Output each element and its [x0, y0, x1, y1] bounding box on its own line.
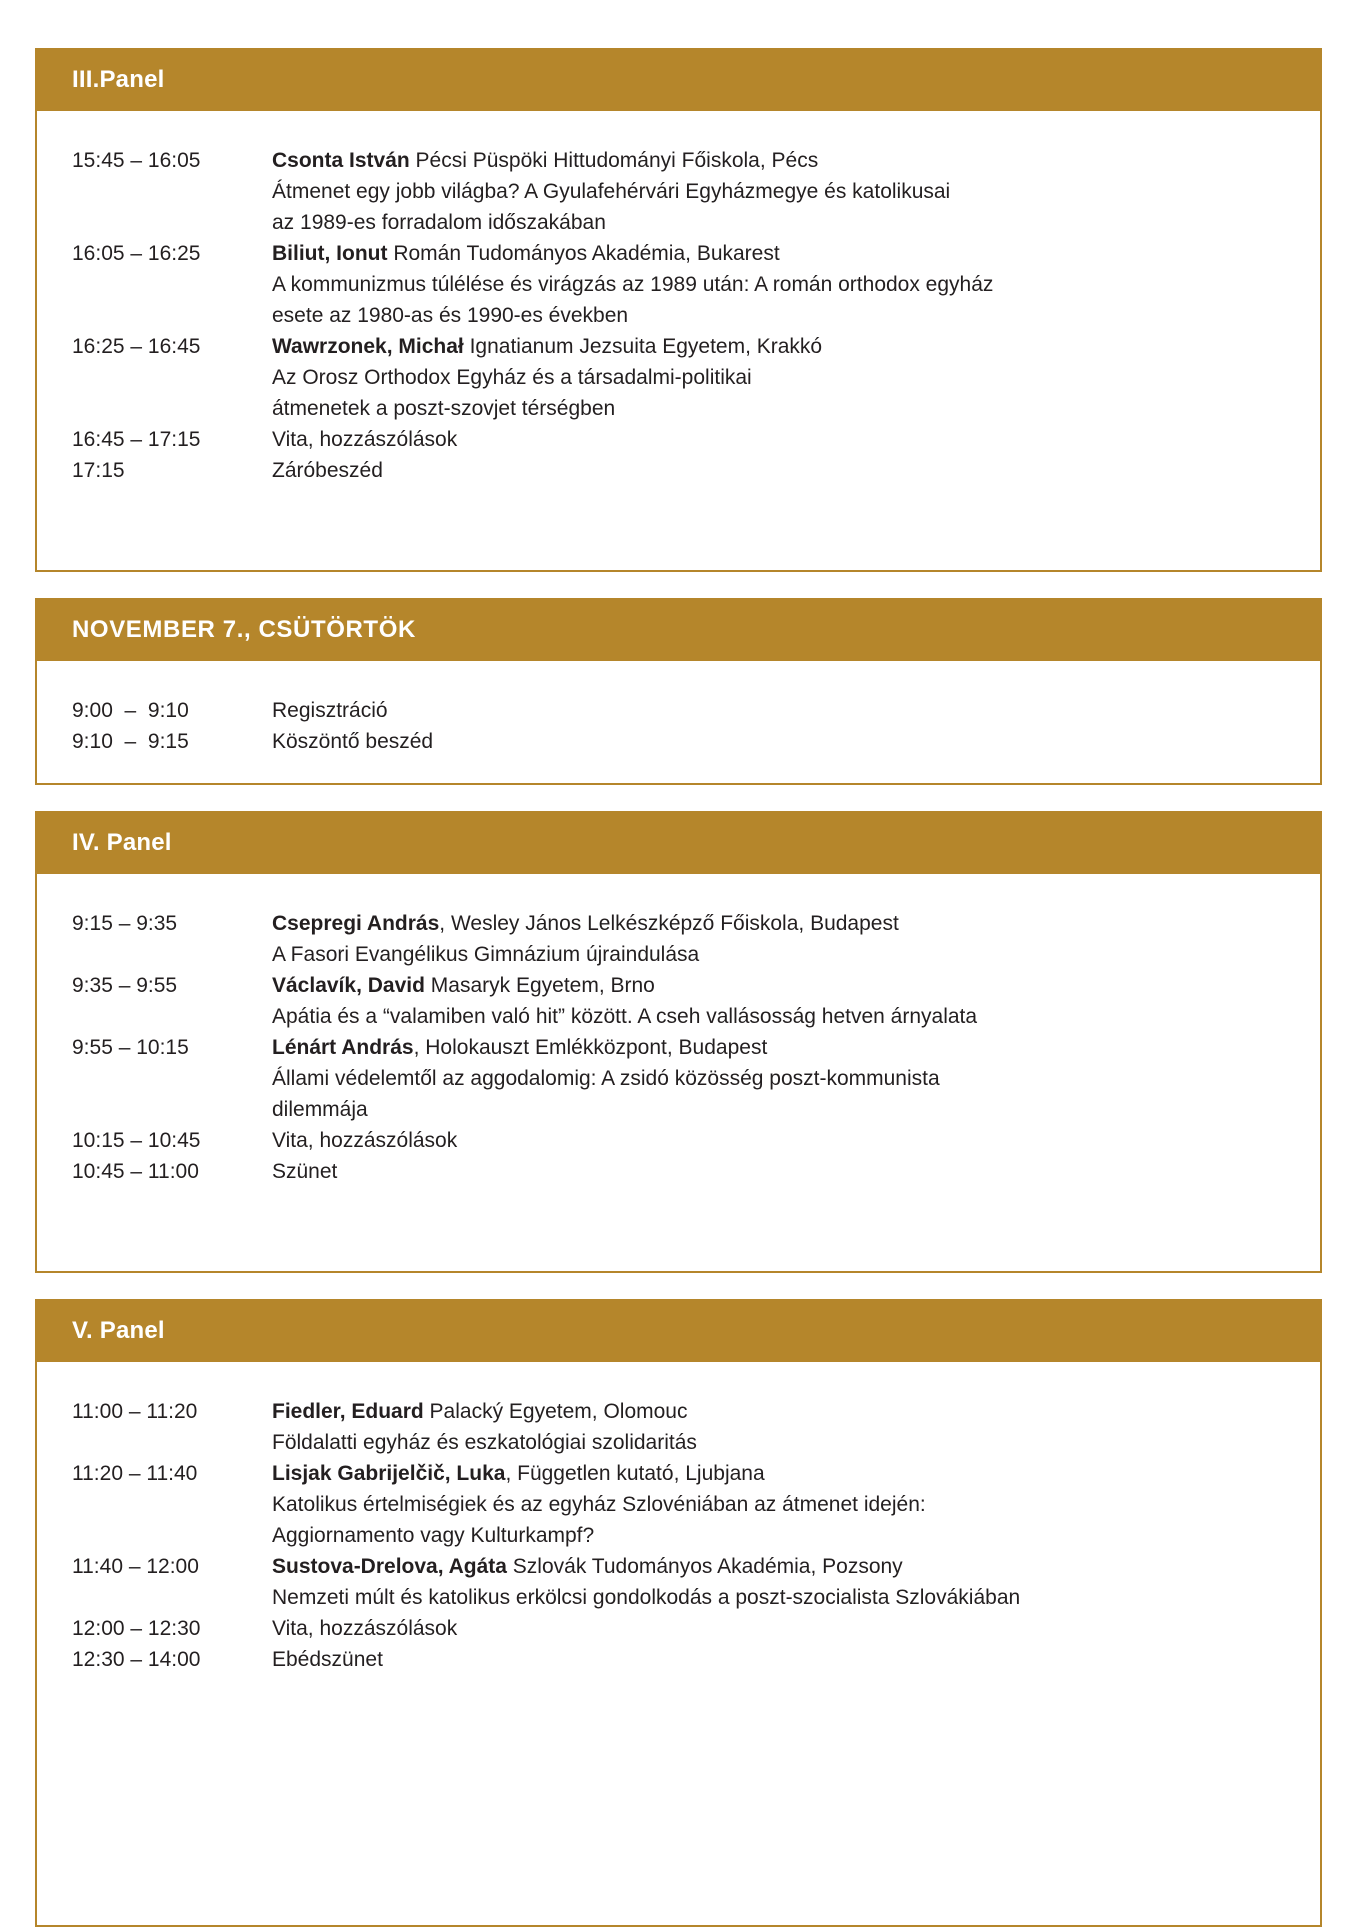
speaker-name: Csonta István: [272, 149, 410, 172]
row-entry: Vita, hozzászólások: [272, 1129, 458, 1152]
schedule-row: [72, 424, 1292, 455]
talk-title-line: Nemzeti múlt és katolikus erkölcsi gondolkodás a poszt-szocialista Szlovákiában: [272, 1586, 1021, 1609]
section-panel-4: [35, 811, 1322, 1273]
section-header-panel-5: [37, 1299, 1320, 1362]
row-time: 16:25 – 16:45: [72, 335, 201, 358]
talk-title-line: az 1989-es forradalom időszakában: [272, 211, 606, 234]
row-entry: [272, 1551, 1292, 1582]
speaker-name: Wawrzonek, Michał: [272, 335, 464, 358]
section-divider: [35, 1273, 1322, 1299]
row-time: 10:15 – 10:45: [72, 1129, 201, 1152]
speaker-name: Václavík, David: [272, 974, 425, 997]
row-entry: Szünet: [272, 1160, 338, 1183]
speaker-affiliation: , Független kutató, Ljubjana: [505, 1462, 765, 1485]
talk-title-line: A kommunizmus túlélése és virágzás az 1989 után: A román orthodox egyház: [272, 273, 994, 296]
speaker-affiliation: Ignatianum Jezsuita Egyetem, Krakkó: [463, 335, 823, 358]
schedule-row: [72, 1551, 1292, 1582]
schedule-row: [72, 1156, 1292, 1187]
section-divider: [35, 785, 1322, 811]
talk-title-line: esete az 1980-as és 1990-es években: [272, 304, 629, 327]
section-title: V. Panel: [72, 1316, 165, 1344]
talk-title-line: Az Orosz Orthodox Egyház és a társadalmi-politikai: [272, 366, 752, 389]
row-entry: Vita, hozzászólások: [272, 1617, 458, 1640]
talk-title-line: Állami védelemtől az aggodalomig: A zsidó közösség poszt-kommunista: [272, 1067, 940, 1090]
row-entry: Ebédszünet: [272, 1648, 383, 1671]
section-body-panel-3: [37, 111, 1320, 570]
schedule-row: [72, 145, 1292, 176]
talk-title-line: dilemmája: [272, 1098, 368, 1121]
row-entry: [272, 908, 1292, 939]
row-time: 11:20 – 11:40: [72, 1462, 198, 1485]
section-title: III.Panel: [72, 65, 165, 93]
section-panel-5: [35, 1299, 1322, 1927]
row-entry: [272, 238, 1292, 269]
row-entry: Köszöntő beszéd: [272, 730, 434, 753]
section-header-panel-4: [37, 811, 1320, 874]
row-time: 15:45 – 16:05: [72, 149, 201, 172]
schedule-row: [72, 331, 1292, 362]
row-entry: [272, 331, 1292, 362]
talk-title-line: A Fasori Evangélikus Gimnázium újraindulása: [272, 943, 700, 966]
row-time: 12:00 – 12:30: [72, 1617, 201, 1640]
speaker-affiliation: Román Tudományos Akadémia, Bukarest: [387, 242, 780, 265]
row-time: 9:35 – 9:55: [72, 974, 178, 997]
row-time: 9:00 – 9:10: [72, 699, 189, 722]
row-time: 11:40 – 12:00: [72, 1555, 199, 1578]
speaker-affiliation: Palacký Egyetem, Olomouc: [423, 1400, 688, 1423]
row-entry: [272, 1458, 1292, 1489]
speaker-affiliation: , Wesley János Lelkészképző Főiskola, Budapest: [439, 912, 899, 935]
schedule-row: [72, 455, 1292, 486]
section-body-day: [37, 661, 1320, 783]
section-body-panel-4: [37, 874, 1320, 1271]
row-entry: [272, 970, 1292, 1001]
schedule-row: [72, 1032, 1292, 1063]
talk-title-line: Apátia és a “valamiben való hit” között. A cseh vallásosság hetven árnyalata: [272, 1005, 978, 1028]
section-title: IV. Panel: [72, 828, 172, 856]
talk-title-line: Földalatti egyház és eszkatológiai szolidaritás: [272, 1431, 697, 1454]
row-time: 11:00 – 11:20: [72, 1400, 198, 1423]
schedule-row: [72, 695, 1292, 726]
schedule-row: [72, 1613, 1292, 1644]
schedule-row: [72, 1396, 1292, 1427]
row-time: 9:15 – 9:35: [72, 912, 178, 935]
row-entry: Regisztráció: [272, 699, 388, 722]
schedule-row: [72, 238, 1292, 269]
speaker-affiliation: Pécsi Püspöki Hittudományi Főiskola, Pécs: [409, 149, 819, 172]
section-header-panel-3: [37, 48, 1320, 111]
row-entry: [272, 145, 1292, 176]
section-body-panel-5: [37, 1362, 1320, 1925]
section-panel-3: [35, 48, 1322, 572]
row-entry: [272, 1396, 1292, 1427]
speaker-name: Fiedler, Eduard: [272, 1400, 424, 1423]
speaker-name: Sustova-Drelova, Agáta: [272, 1555, 507, 1578]
speaker-affiliation: , Holokauszt Emlékközpont, Budapest: [413, 1036, 768, 1059]
row-time: 16:05 – 16:25: [72, 242, 201, 265]
speaker-name: Biliut, Ionut: [272, 242, 388, 265]
schedule-row: [72, 726, 1292, 757]
schedule-row: [72, 970, 1292, 1001]
schedule-row: [72, 1458, 1292, 1489]
row-entry: Záróbeszéd: [272, 459, 383, 482]
row-time: 9:55 – 10:15: [72, 1036, 189, 1059]
section-day-november-7: [35, 598, 1322, 785]
section-title: NOVEMBER 7., CSÜTÖRTÖK: [72, 615, 416, 643]
schedule-row: [72, 1125, 1292, 1156]
row-time: 17:15: [72, 459, 125, 482]
speaker-name: Lisjak Gabrijelčič, Luka: [272, 1462, 506, 1485]
speaker-affiliation: Masaryk Egyetem, Brno: [424, 974, 655, 997]
row-time: 9:10 – 9:15: [72, 730, 189, 753]
row-time: 10:45 – 11:00: [72, 1160, 199, 1183]
row-time: 12:30 – 14:00: [72, 1648, 201, 1671]
speaker-name: Csepregi András: [272, 912, 440, 935]
speaker-affiliation: Szlovák Tudományos Akadémia, Pozsony: [506, 1555, 903, 1578]
row-time: 16:45 – 17:15: [72, 428, 201, 451]
speaker-name: Lénárt András: [272, 1036, 414, 1059]
row-entry: [272, 1032, 1292, 1063]
talk-title-line: Átmenet egy jobb világba? A Gyulafehérvári Egyházmegye és katolikusai: [272, 180, 951, 203]
talk-title-line: átmenetek a poszt-szovjet térségben: [272, 397, 616, 420]
schedule-row: [72, 1644, 1292, 1675]
section-header-day: [37, 598, 1320, 661]
section-divider: [35, 572, 1322, 598]
talk-title-line: Katolikus értelmiségiek és az egyház Szlovéniában az átmenet idején:: [272, 1493, 926, 1516]
talk-title-line: Aggiornamento vagy Kulturkampf?: [272, 1524, 595, 1547]
schedule-row: [72, 908, 1292, 939]
row-entry: Vita, hozzászólások: [272, 428, 458, 451]
